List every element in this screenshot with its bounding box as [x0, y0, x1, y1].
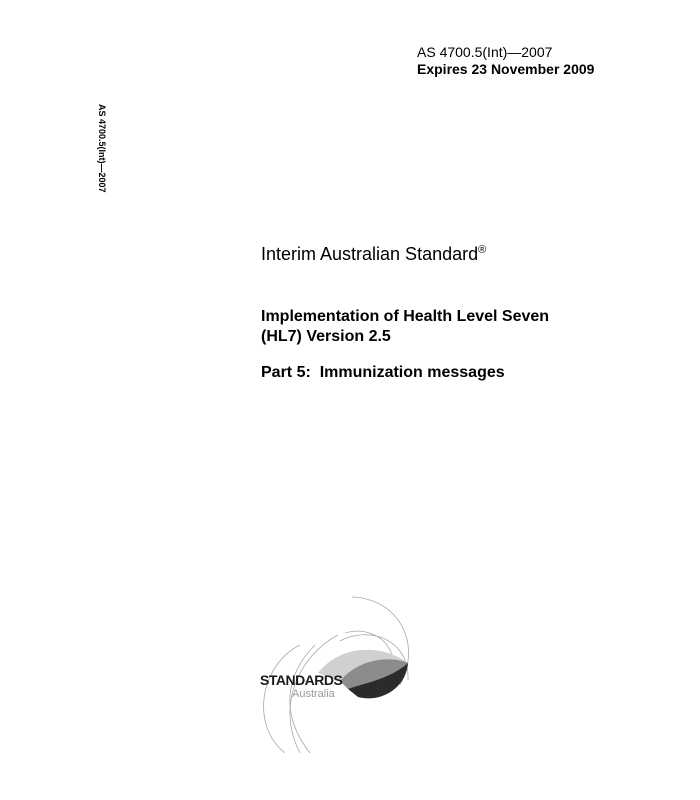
logo-subtitle: Australia	[292, 688, 335, 700]
expiry-date: Expires 23 November 2009	[417, 61, 595, 77]
standard-type-label: Interim Australian Standard	[261, 244, 479, 264]
standard-type-heading	[261, 243, 486, 265]
logo-wordmark: STANDARDS	[260, 672, 343, 688]
spine-label: AS 4700.5(Int)—2007	[97, 104, 107, 193]
document-title: Implementation of Health Level Seven (HL7) Version 2.5	[261, 308, 550, 345]
registered-mark: ®	[478, 244, 487, 256]
document-id: AS 4700.5(Int)—2007	[417, 44, 553, 60]
part-title: Part 5: Immunization messages	[261, 364, 505, 381]
standards-australia-logo-icon	[240, 585, 430, 755]
